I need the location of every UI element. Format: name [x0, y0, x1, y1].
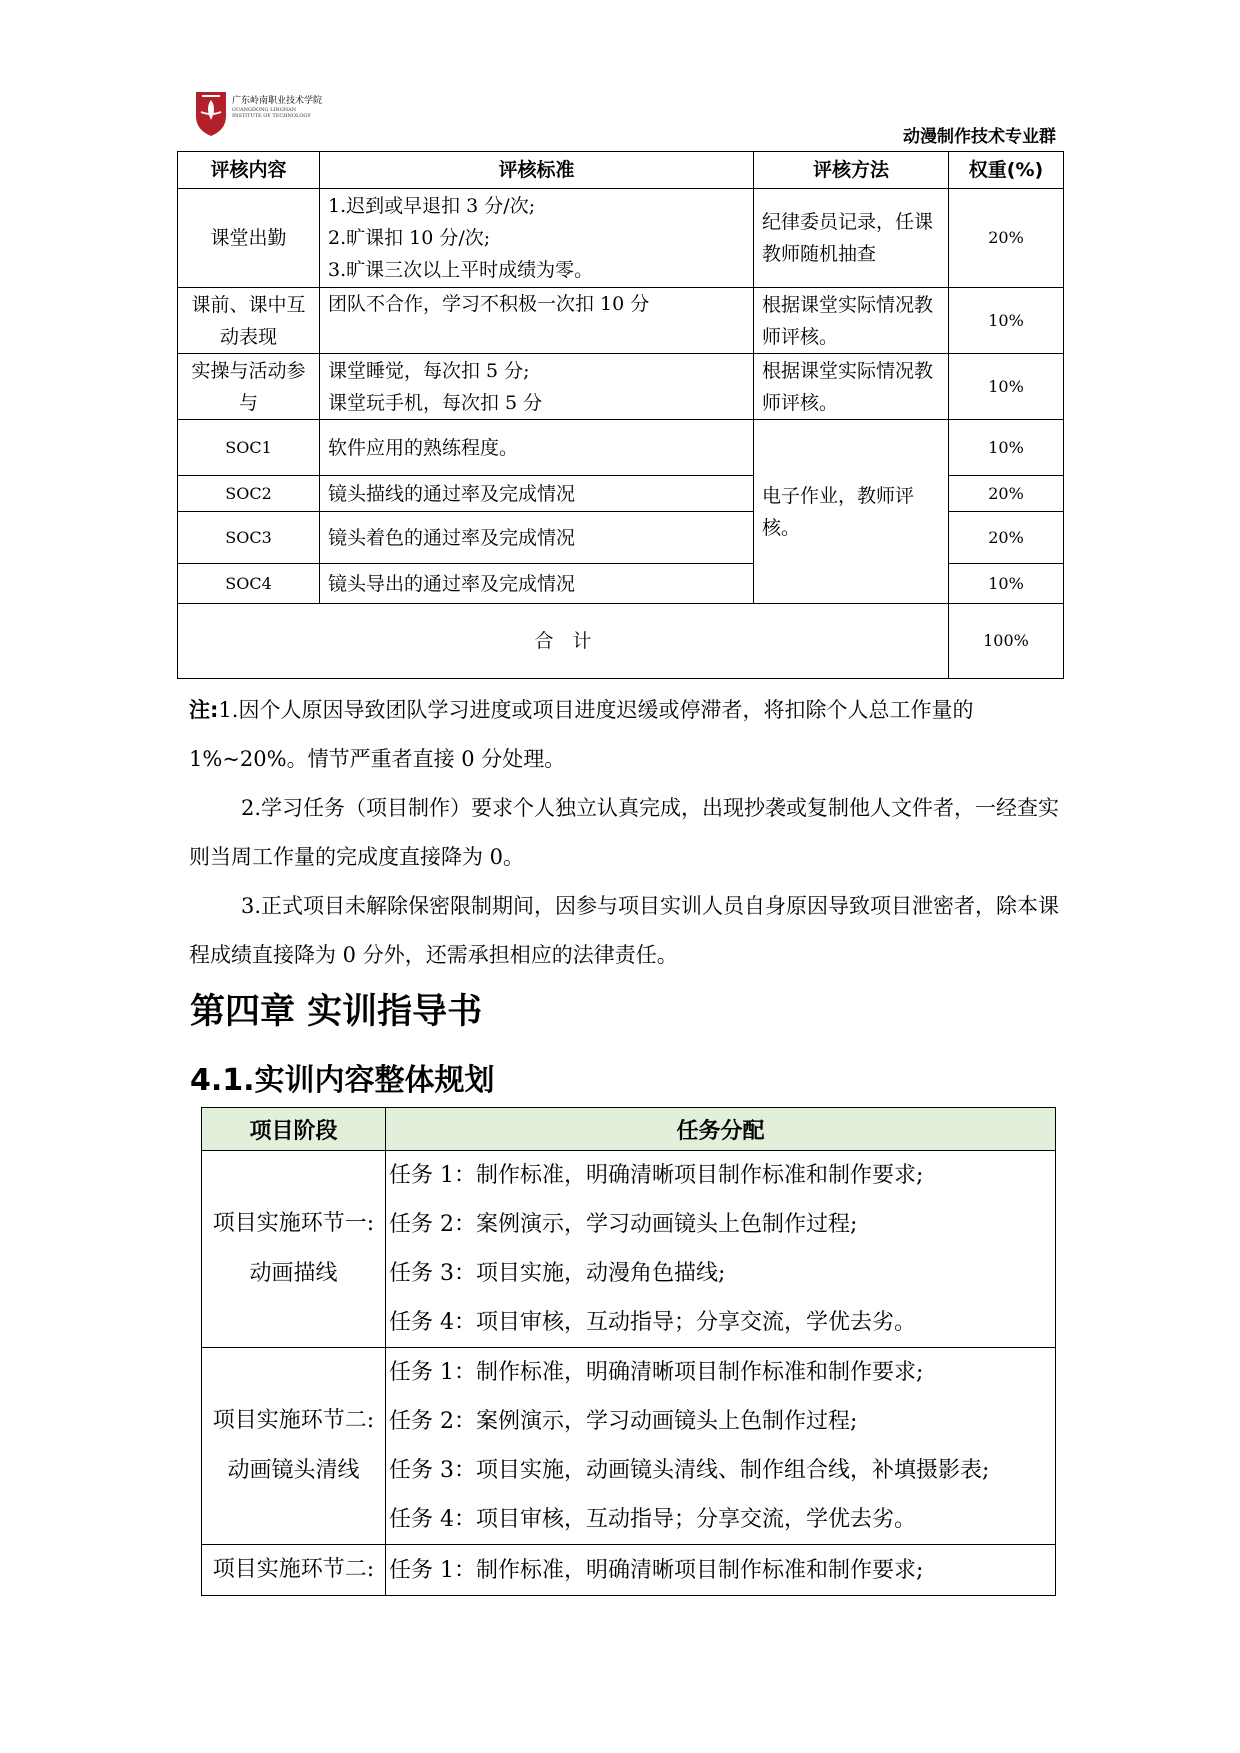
stage-title: 项目实施环节二:: [212, 1408, 375, 1433]
row-criteria: [320, 354, 754, 420]
table-header-row: [202, 1108, 1056, 1151]
row-weight: 20%: [949, 189, 1064, 288]
row-content: 实操与活动参与: [178, 354, 320, 420]
note-1-text: 1.因个人原因导致团队学习进度或项目进度迟缓或停滞者，将扣除个人总工作量的 1%~20%。情节严重者直接 0 分处理。: [189, 698, 974, 771]
task-item: 任务 3：项目实施，动漫角色描线;: [389, 1261, 726, 1286]
note-3: 3.正式项目未解除保密限制期间，因参与项目实训人员自身原因导致项目泄密者，除本课程成绩直接降为 0 分外，还需承担相应的法律责任。: [189, 894, 1060, 967]
soc-method: 电子作业，教师评核。: [754, 420, 949, 604]
assessment-table: [177, 151, 1064, 679]
note-label: 注:: [189, 698, 219, 722]
task-item: 任务 1：制作标准，明确清晰项目制作标准和制作要求;: [389, 1557, 924, 1583]
table-row: [178, 288, 1064, 354]
notes-section: [189, 686, 1069, 980]
header-content: 评核内容: [178, 152, 320, 189]
row-criteria: 镜头描线的通过率及完成情况: [320, 476, 754, 512]
row-method: 根据课堂实际情况教师评核。: [754, 354, 949, 420]
stage-subtitle: 动画描线: [249, 1261, 338, 1286]
row-content: 课堂出勤: [178, 189, 320, 288]
row-weight: 20%: [949, 476, 1064, 512]
stage-cell: [202, 1151, 386, 1348]
task-item: 任务 1：制作标准，明确清晰项目制作标准和制作要求;: [389, 1163, 924, 1188]
criteria-line: 1.迟到或早退扣 3 分/次;: [328, 195, 536, 217]
header-weight: 权重(%): [949, 152, 1064, 189]
task-item: 任务 4：项目审核，互动指导；分享交流，学优去劣。: [389, 1507, 916, 1532]
school-name: [232, 96, 362, 119]
tasks-cell: [386, 1545, 1056, 1596]
task-item: 任务 1：制作标准，明确清晰项目制作标准和制作要求;: [389, 1360, 924, 1385]
tasks-cell: [386, 1151, 1056, 1348]
planning-table: [201, 1107, 1056, 1596]
table-row: [178, 189, 1064, 288]
note-1: [189, 686, 1069, 784]
stage-subtitle: 动画镜头清线: [227, 1458, 360, 1483]
criteria-line: 团队不合作，学习不积极一次扣 10 分: [328, 293, 650, 315]
row-content: SOC1: [178, 420, 320, 476]
row-weight: 10%: [949, 420, 1064, 476]
row-content: SOC3: [178, 512, 320, 564]
total-weight: 100%: [949, 604, 1064, 679]
header-method: 评核方法: [754, 152, 949, 189]
row-criteria: [320, 288, 754, 354]
section-title: 4.1.实训内容整体规划: [190, 1063, 495, 1098]
row-criteria: 镜头导出的通过率及完成情况: [320, 564, 754, 604]
total-label: 合 计: [178, 604, 949, 679]
stage-cell: [202, 1348, 386, 1545]
task-item: 任务 2：案例演示，学习动画镜头上色制作过程;: [389, 1212, 858, 1237]
header-tasks: 任务分配: [386, 1108, 1056, 1151]
table-row: [178, 354, 1064, 420]
stage-title: 项目实施环节二:: [212, 1557, 375, 1582]
school-name-en-1: GUANGDONG LINGNAN: [232, 107, 297, 113]
task-item: 任务 2：案例演示，学习动画镜头上色制作过程;: [389, 1409, 858, 1434]
criteria-line: 3.旷课三次以上平时成绩为零。: [328, 259, 594, 281]
table-row: [178, 420, 1064, 476]
row-content: SOC2: [178, 476, 320, 512]
stage-cell: [202, 1545, 386, 1596]
row-weight: 10%: [949, 288, 1064, 354]
criteria-line: 课堂玩手机，每次扣 5 分: [328, 391, 543, 414]
school-name-en-2: INSTITUTE OF TECHNOLOGY: [232, 113, 311, 119]
row-criteria: [320, 189, 754, 288]
header-stage: 项目阶段: [202, 1108, 386, 1151]
row-weight: 20%: [949, 512, 1064, 564]
table-row: [202, 1151, 1056, 1348]
criteria-line: 课堂睡觉，每次扣 5 分;: [328, 359, 530, 382]
stage-title: 项目实施环节一:: [212, 1211, 375, 1236]
tasks-cell: [386, 1348, 1056, 1545]
table-row: [202, 1348, 1056, 1545]
header-criteria: 评核标准: [320, 152, 754, 189]
note-2: 2.学习任务（项目制作）要求个人独立认真完成，出现抄袭或复制他人文件者，一经查实则当周工作量的完成度直接降为 0。: [189, 796, 1060, 869]
row-criteria: 镜头着色的通过率及完成情况: [320, 512, 754, 564]
task-item: 任务 4：项目审核，互动指导；分享交流，学优去劣。: [389, 1310, 916, 1335]
row-weight: 10%: [949, 354, 1064, 420]
school-name-cn: 广东岭南职业技术学院: [232, 96, 323, 106]
criteria-line: 2.旷课扣 10 分/次;: [328, 227, 491, 249]
task-item: 任务 3：项目实施，动画镜头清线、制作组合线，补填摄影表;: [389, 1458, 990, 1483]
row-method: 纪律委员记录，任课教师随机抽查: [754, 189, 949, 288]
table-row: [202, 1545, 1056, 1596]
chapter-title: 第四章 实训指导书: [190, 992, 483, 1032]
row-method: 根据课堂实际情况教师评核。: [754, 288, 949, 354]
row-criteria: 软件应用的熟练程度。: [320, 420, 754, 476]
row-content: SOC4: [178, 564, 320, 604]
row-weight: 10%: [949, 564, 1064, 604]
table-total-row: [178, 604, 1064, 679]
department-title: 动漫制作技术专业群: [903, 127, 1056, 147]
table-header-row: [178, 152, 1064, 189]
row-content: 课前、课中互动表现: [178, 288, 320, 354]
